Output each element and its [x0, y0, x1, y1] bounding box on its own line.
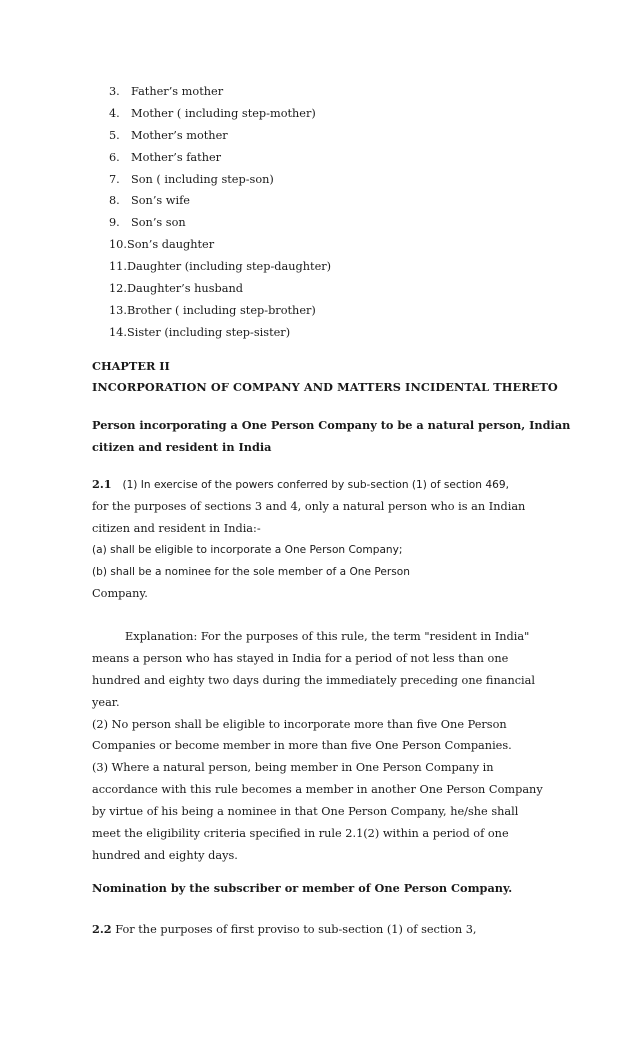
- paragraph-2-2: [92, 919, 552, 941]
- paragraph-line: hundred and eighty two days during the immediately preceding one financial: [92, 673, 536, 687]
- list-item: 8. Son’s wife: [109, 194, 190, 208]
- paragraph-line: (b) shall be a nominee for the sole member of a One Person: [92, 565, 410, 578]
- paragraph-line: for the purposes of sections 3 and 4, only a natural person who is an Indian: [92, 499, 526, 513]
- list-item: 6. Mother’s father: [109, 150, 222, 164]
- paragraph-line: meet the eligibility criteria specified in rule 2.1(2) within a period of one: [92, 827, 509, 841]
- paragraph-line: 2.2 For the purposes of first proviso to sub-section (1) of section 3,: [92, 922, 477, 936]
- rule-number: 2.1: [92, 477, 112, 491]
- paragraph-line: Company.: [92, 587, 148, 601]
- nomination-heading: Nomination by the subscriber or member of One Person Company.: [92, 881, 513, 895]
- section-heading-line1: Person incorporating a One Person Company to be a natural person, Indian: [92, 418, 571, 432]
- paragraph-line: Explanation: For the purposes of this rule, the term "resident in India": [125, 630, 530, 643]
- list-item: 11.Daughter (including step-daughter): [109, 260, 332, 274]
- list-item: 9. Son’s son: [109, 216, 186, 230]
- paragraph-line: (2) No person shall be eligible to incorporate more than five One Person: [92, 717, 507, 731]
- paragraph-line: (a) shall be eligible to incorporate a One Person Company;: [92, 543, 403, 556]
- list-item: 4. Mother ( including step-mother): [109, 106, 316, 120]
- paragraph-line: Companies or become member in more than five One Person Companies.: [92, 739, 512, 753]
- list-item: 14.Sister (including step-sister): [109, 325, 291, 339]
- rule-number: 2.2: [92, 922, 112, 936]
- list-item: 7. Son ( including step-son): [109, 172, 274, 186]
- paragraph-line: citizen and resident in India:-: [92, 521, 261, 535]
- paragraph-line: 2.1 (1) In exercise of the powers conferred by sub-section (1) of section 469,: [92, 477, 509, 491]
- list-item: 10.Son’s daughter: [109, 238, 215, 252]
- paragraph-line: means a person who has stayed in India for a period of not less than one: [92, 651, 509, 665]
- list-item: 12.Daughter’s husband: [109, 282, 243, 296]
- paragraph-line: accordance with this rule becomes a member in another One Person Company: [92, 783, 543, 797]
- chapter-label: CHAPTER II: [92, 359, 170, 373]
- chapter-title: INCORPORATION OF COMPANY AND MATTERS INCIDENTAL THERETO: [92, 380, 558, 394]
- paragraph-line: year.: [92, 695, 120, 709]
- paragraph-line: hundred and eighty days.: [92, 848, 238, 862]
- list-item: 3. Father’s mother: [109, 85, 224, 98]
- list-item: 13.Brother ( including step-brother): [109, 303, 316, 317]
- paragraph-line: (3) Where a natural person, being member in One Person Company in: [92, 761, 494, 775]
- explanation-block: [92, 626, 552, 867]
- list-item: 5. Mother’s mother: [109, 128, 228, 142]
- paragraph-line: by virtue of his being a nominee in that One Person Company, he/she shall: [92, 805, 519, 819]
- paragraph-2-1: [92, 474, 552, 605]
- relatives-list: [109, 81, 331, 344]
- section-heading-line2: citizen and resident in India: [92, 440, 272, 454]
